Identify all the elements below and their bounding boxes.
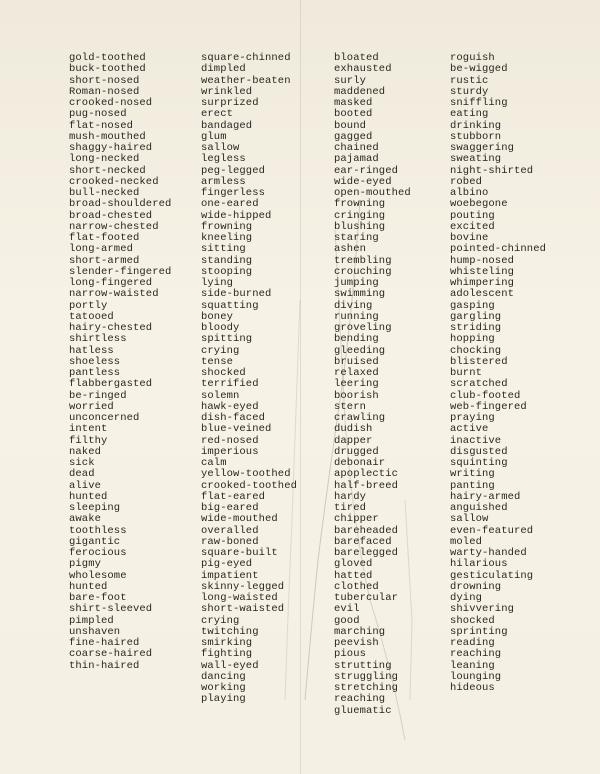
word-item: writing: [450, 468, 495, 481]
word-item: shaggy-haired: [69, 142, 153, 154]
word-item: erect: [201, 108, 234, 121]
word-item: evil: [334, 603, 360, 616]
word-item: scratched: [450, 378, 508, 391]
word-item: boorish: [334, 389, 379, 402]
word-item: bloated: [334, 52, 379, 64]
word-item: bandaged: [201, 119, 253, 132]
word-item: hardy: [334, 490, 367, 503]
word-item: even-featured: [450, 524, 534, 537]
word-item: lounging: [450, 670, 502, 683]
word-item: hopping: [450, 333, 495, 346]
word-item: running: [334, 310, 379, 323]
word-item: overalled: [201, 524, 259, 537]
word-item: warty-handed: [450, 547, 527, 559]
word-item: diving: [334, 299, 373, 312]
word-item: playing: [201, 693, 246, 706]
word-item: apoplectic: [334, 468, 399, 481]
word-item: surly: [334, 74, 367, 87]
word-item: narrow-waisted: [69, 288, 159, 301]
word-item: disgusted: [450, 445, 508, 458]
word-item: gold-toothed: [69, 52, 146, 64]
word-item: raw-boned: [201, 535, 259, 548]
word-item: wrinkled: [201, 85, 253, 98]
word-item: fighting: [201, 648, 253, 661]
word-item: weather-beaten: [201, 74, 291, 87]
word-item: slender-fingered: [69, 265, 172, 278]
word-item: one-eared: [201, 198, 259, 211]
word-item: ashen: [334, 243, 367, 256]
word-item: tired: [334, 502, 367, 514]
word-item: bending: [334, 333, 379, 346]
word-item: surprized: [201, 97, 259, 109]
word-item: short-waisted: [201, 603, 285, 616]
word-item: shirtless: [69, 333, 127, 346]
word-item: chained: [334, 142, 379, 154]
word-item: thin-haired: [69, 659, 140, 672]
word-item: striding: [450, 322, 502, 334]
word-item: wide-mouthed: [201, 513, 278, 526]
word-item: hilarious: [450, 558, 508, 571]
word-item: stretching: [334, 682, 399, 694]
word-item: tense: [201, 355, 234, 368]
word-item: crying: [201, 344, 240, 357]
word-item: bareheaded: [334, 524, 399, 537]
word-item: hairy-armed: [450, 490, 521, 503]
word-item: pointed-chinned: [450, 243, 547, 256]
word-item: imperious: [201, 445, 259, 458]
word-item: hunted: [69, 580, 108, 593]
word-item: cringing: [334, 209, 386, 222]
word-item: flat-nosed: [69, 119, 134, 132]
word-item: moled: [450, 535, 483, 548]
paper-fold: [300, 0, 301, 774]
word-item: clothed: [334, 580, 379, 593]
word-item: crooked-nosed: [69, 97, 153, 109]
word-item: trembling: [334, 254, 392, 267]
word-item: calm: [201, 457, 227, 469]
word-item: broad-chested: [69, 209, 153, 222]
word-item: drugged: [334, 445, 379, 458]
word-item: praying: [450, 412, 495, 424]
word-item: alive: [69, 479, 102, 492]
word-item: dead: [69, 468, 95, 481]
word-item: glum: [201, 130, 227, 143]
word-item: reading: [450, 637, 495, 649]
word-item: crouching: [334, 265, 392, 278]
word-item: skinny-legged: [201, 580, 285, 593]
word-item: gasping: [450, 299, 495, 312]
word-item: side-burned: [201, 288, 272, 301]
word-item: long-armed: [69, 243, 134, 256]
word-item: be-wigged: [450, 63, 508, 76]
word-item: gargling: [450, 310, 502, 323]
word-item: gagged: [334, 130, 373, 143]
word-item: good: [334, 614, 360, 627]
word-item: roguish: [450, 52, 495, 64]
word-item: pouting: [450, 209, 495, 222]
word-item: chipper: [334, 513, 379, 526]
word-item: peg-legged: [201, 164, 266, 177]
word-item: bound: [334, 119, 367, 132]
word-item: frowning: [334, 198, 386, 211]
word-item: hunted: [69, 490, 108, 503]
word-item: swaggering: [450, 142, 515, 154]
word-item: long-necked: [69, 153, 140, 166]
word-item: crooked-toothed: [201, 479, 298, 492]
word-item: pantless: [69, 367, 121, 379]
word-item: squinting: [450, 457, 508, 469]
word-item: unconcerned: [69, 412, 140, 424]
word-item: open-mouthed: [334, 187, 411, 199]
word-item: debonair: [334, 457, 386, 469]
word-item: kneeling: [201, 232, 253, 244]
word-item: red-nosed: [201, 434, 259, 447]
word-item: barefaced: [334, 535, 392, 548]
word-item: albino: [450, 187, 489, 199]
word-item: solemn: [201, 389, 240, 402]
word-item: sturdy: [450, 85, 489, 98]
word-item: hatted: [334, 569, 373, 582]
word-item: filthy: [69, 434, 108, 447]
word-item: impatient: [201, 569, 259, 582]
word-item: long-fingered: [69, 277, 153, 289]
word-item: twitching: [201, 625, 259, 638]
word-item: naked: [69, 445, 102, 458]
word-item: reaching: [450, 648, 502, 661]
word-item: dudish: [334, 423, 373, 436]
word-item: bloody: [201, 322, 240, 334]
word-item: rustic: [450, 74, 489, 87]
word-item: peevish: [334, 637, 379, 649]
word-item: awake: [69, 513, 102, 526]
word-item: pigmy: [69, 558, 102, 571]
word-item: toothless: [69, 524, 127, 537]
word-item: buck-toothed: [69, 63, 146, 76]
word-item: short-necked: [69, 164, 146, 177]
word-item: working: [201, 682, 246, 694]
word-item: panting: [450, 479, 495, 492]
word-item: inactive: [450, 434, 502, 447]
word-item: boney: [201, 310, 234, 323]
word-item: blushing: [334, 220, 386, 233]
word-item: crawling: [334, 412, 386, 424]
word-item: woebegone: [450, 198, 508, 211]
word-item: shocked: [450, 614, 495, 627]
word-item: bruised: [334, 355, 379, 368]
word-item: coarse-haired: [69, 648, 153, 661]
word-item: legless: [201, 153, 246, 166]
word-item: gleeding: [334, 344, 386, 357]
word-item: maddened: [334, 85, 386, 98]
word-item: sweating: [450, 153, 502, 166]
word-item: wholesome: [69, 569, 127, 582]
word-item: portly: [69, 299, 108, 312]
word-item: gloved: [334, 558, 373, 571]
word-item: pug-nosed: [69, 108, 127, 121]
word-item: barelegged: [334, 547, 399, 559]
word-item: ear-ringed: [334, 164, 399, 177]
word-item: pious: [334, 648, 367, 661]
word-item: short-armed: [69, 254, 140, 267]
word-item: bovine: [450, 232, 489, 244]
word-item: adolescent: [450, 288, 515, 301]
word-item: shoeless: [69, 355, 121, 368]
word-item: dish-faced: [201, 412, 266, 424]
word-item: chocking: [450, 344, 502, 357]
word-item: square-built: [201, 547, 278, 559]
word-item: sitting: [201, 243, 246, 256]
word-item: bull-necked: [69, 187, 140, 199]
word-item: wall-eyed: [201, 659, 259, 672]
word-item: narrow-chested: [69, 220, 159, 233]
word-item: reaching: [334, 693, 386, 706]
word-item: square-chinned: [201, 52, 291, 64]
word-item: relaxed: [334, 367, 379, 379]
word-item: squatting: [201, 299, 259, 312]
word-item: gluematic: [334, 704, 392, 717]
word-item: drowning: [450, 580, 502, 593]
word-item: pimpled: [69, 614, 114, 627]
word-item: be-ringed: [69, 389, 127, 402]
word-item: masked: [334, 97, 373, 109]
word-item: strutting: [334, 659, 392, 672]
word-item: crying: [201, 614, 240, 627]
word-item: blue-veined: [201, 423, 272, 436]
word-item: spitting: [201, 333, 253, 346]
word-item: fingerless: [201, 187, 266, 199]
word-item: robed: [450, 175, 483, 188]
word-item: stubborn: [450, 130, 502, 143]
word-item: gesticulating: [450, 569, 534, 582]
word-item: dimpled: [201, 63, 246, 76]
word-item: marching: [334, 625, 386, 638]
word-item: night-shirted: [450, 164, 534, 177]
word-item: groveling: [334, 322, 392, 334]
word-item: sniffling: [450, 97, 508, 109]
word-item: yellow-toothed: [201, 468, 291, 481]
word-item: half-breed: [334, 479, 399, 492]
word-item: burnt: [450, 367, 483, 379]
word-item: hatless: [69, 344, 114, 357]
word-item: eating: [450, 108, 489, 121]
word-item: short-nosed: [69, 74, 140, 87]
word-item: gigantic: [69, 535, 121, 548]
word-item: pig-eyed: [201, 558, 253, 571]
word-item: blistered: [450, 355, 508, 368]
word-item: whisteling: [450, 265, 515, 278]
word-item: hideous: [450, 682, 495, 694]
word-item: terrified: [201, 378, 259, 391]
word-item: unshaven: [69, 625, 121, 638]
word-column-1: [69, 53, 171, 672]
word-item: excited: [450, 220, 495, 233]
word-item: drinking: [450, 119, 502, 132]
word-item: hump-nosed: [450, 254, 515, 267]
word-item: stooping: [201, 265, 253, 278]
word-item: ferocious: [69, 547, 127, 559]
word-item: hawk-eyed: [201, 400, 259, 413]
word-item: intent: [69, 423, 108, 436]
word-item: frowning: [201, 220, 253, 233]
word-item: worried: [69, 400, 114, 413]
word-item: struggling: [334, 670, 399, 683]
word-column-2: [201, 53, 297, 706]
word-item: swimming: [334, 288, 386, 301]
word-item: standing: [201, 254, 253, 267]
word-item: club-footed: [450, 389, 521, 402]
word-item: staring: [334, 232, 379, 244]
word-item: anguished: [450, 502, 508, 514]
word-item: long-waisted: [201, 592, 278, 604]
word-item: pajamad: [334, 153, 379, 166]
word-item: dancing: [201, 670, 246, 683]
word-item: stern: [334, 400, 367, 413]
word-item: dapper: [334, 434, 373, 447]
word-item: sallow: [201, 142, 240, 154]
word-item: armless: [201, 175, 246, 188]
word-item: active: [450, 423, 489, 436]
word-item: jumping: [334, 277, 379, 289]
word-item: sprinting: [450, 625, 508, 638]
word-column-4: [450, 53, 546, 694]
word-item: lying: [201, 277, 234, 289]
word-item: crooked-necked: [69, 175, 159, 188]
word-item: sleeping: [69, 502, 121, 514]
word-item: flat-eared: [201, 490, 266, 503]
word-item: shocked: [201, 367, 246, 379]
word-item: bare-foot: [69, 592, 127, 604]
word-item: leaning: [450, 659, 495, 672]
word-item: shivvering: [450, 603, 515, 616]
word-item: fine-haired: [69, 637, 140, 649]
word-item: tubercular: [334, 592, 399, 604]
word-item: whimpering: [450, 277, 515, 289]
word-item: booted: [334, 108, 373, 121]
word-item: hairy-chested: [69, 322, 153, 334]
word-item: Roman-nosed: [69, 85, 140, 98]
word-column-3: [334, 53, 411, 717]
word-item: smirking: [201, 637, 253, 649]
word-item: leering: [334, 378, 379, 391]
word-item: flat-footed: [69, 232, 140, 244]
word-item: dying: [450, 592, 483, 604]
word-item: flabbergasted: [69, 378, 153, 391]
word-item: shirt-sleeved: [69, 603, 153, 616]
word-item: sick: [69, 457, 95, 469]
word-item: exhausted: [334, 63, 392, 76]
word-item: sallow: [450, 513, 489, 526]
word-item: tatooed: [69, 310, 114, 323]
word-item: wide-hipped: [201, 209, 272, 222]
word-item: web-fingered: [450, 400, 527, 413]
word-item: big-eared: [201, 502, 259, 514]
word-item: broad-shouldered: [69, 198, 172, 211]
word-item: wide-eyed: [334, 175, 392, 188]
word-item: mush-mouthed: [69, 130, 146, 143]
